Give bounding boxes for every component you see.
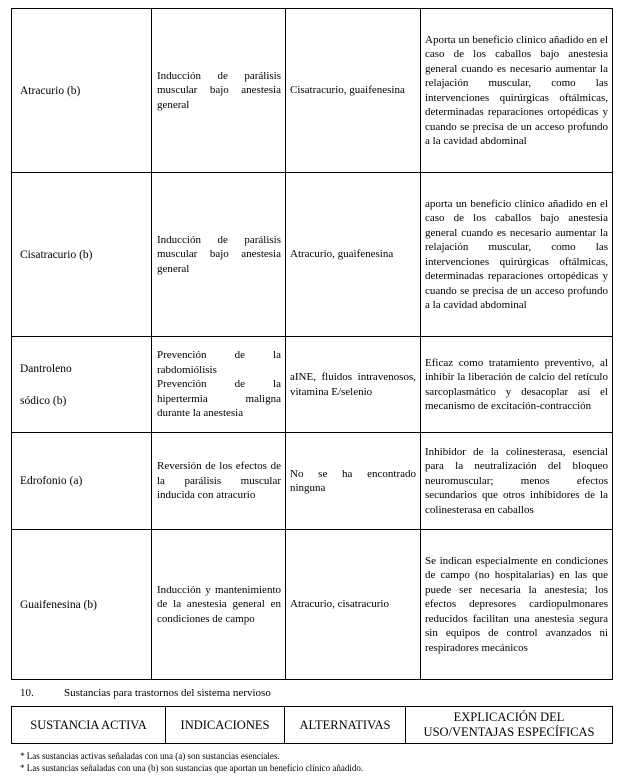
footnote: * Las sustancias señaladas con una (b) son sustancias que aportan un beneficio clínico añadido. <box>20 763 364 773</box>
explanation-cell: Aporta un beneficio clínico añadido en el caso de los caballos bajo anestesia general cuando es necesario aumentar la relajación muscular, como las intervenciones quirúrgicas oftálmicas, determinadas reparaciones ortopédicas y cuando se precisa de un acceso profundo a la cavidad abdominal <box>421 9 613 173</box>
alternatives-cell: aINE, fluidos intravenosos, vitamina E/selenio <box>286 337 421 433</box>
section-title: Sustancias para trastornos del sistema nervioso <box>64 687 271 699</box>
indications-cell: Inducción de parálisis muscular bajo anestesia general <box>152 9 286 173</box>
substance-cell: Cisatracurio (b) <box>12 173 152 337</box>
alternatives-cell: Atracurio, guaifenesina <box>286 173 421 337</box>
footnote: * Las sustancias activas señaladas con una (a) son sustancias esenciales. <box>20 751 280 761</box>
table-row <box>12 530 613 680</box>
substance-cell: Atracurio (b) <box>12 9 152 173</box>
header-indications: INDICACIONES <box>166 707 285 744</box>
explanation-cell: aporta un beneficio clínico añadido en el caso de los caballos bajo anestesia general cuando es necesario aumentar la relajación muscular, como las intervenciones quirúrgicas oftálmicas, determinadas reparaciones ortopédicas y cuando se precisa de un acceso profundo a la cavidad abdominal <box>421 173 613 337</box>
table-row <box>12 9 613 173</box>
substance-cell: Guaifenesina (b) <box>12 530 152 680</box>
alternatives-cell: Atracurio, cisatracurio <box>286 530 421 680</box>
indications-cell: Inducción y mantenimiento de la anestesia general en condiciones de campo <box>152 530 286 680</box>
substance-cell: Dantroleno sódico (b) <box>12 337 152 433</box>
header-explanation: EXPLICACIÓN DEL USO/VENTAJAS ESPECÍFICAS <box>406 707 613 744</box>
substance-cell: Edrofonio (a) <box>12 433 152 530</box>
section-heading <box>20 686 271 700</box>
header-alternatives: ALTERNATIVAS <box>285 707 406 744</box>
substances-table <box>11 8 613 680</box>
explanation-cell: Inhibidor de la colinesterasa, esencial para la neutralización del bloqueo neuromuscular; menos efectos secundarios que otros inhibidores de la colinesterasa en caballos <box>421 433 613 530</box>
footnotes <box>20 750 610 774</box>
alternatives-cell: No se ha encontrado ninguna <box>286 433 421 530</box>
table-row <box>12 337 613 433</box>
table-row <box>12 433 613 530</box>
indications-cell: Inducción de parálisis muscular bajo anestesia general <box>152 173 286 337</box>
section-number: 10. <box>20 687 34 699</box>
indications-cell: Reversión de los efectos de la parálisis muscular inducida con atracurio <box>152 433 286 530</box>
header-substance: SUSTANCIA ACTIVA <box>12 707 166 744</box>
header-row <box>12 707 613 744</box>
table-row <box>12 173 613 337</box>
alternatives-cell: Cisatracurio, guaifenesina <box>286 9 421 173</box>
explanation-cell: Eficaz como tratamiento preventivo, al inhibir la liberación de calcio del retículo sarcoplasmático y desacoplar así el mecanismo de excitación-contracción <box>421 337 613 433</box>
column-header-table <box>11 706 613 744</box>
explanation-cell: Se indican especialmente en condiciones de campo (no hospitalarias) en las que puede ser necesaria la anestesia; los efectos depresores cardiopulmonares reducidos facilitan una anestesia segura sin equipos de control avanzados ni respiradores mecánicos <box>421 530 613 680</box>
indications-cell: Prevención de la rabdomiólisis Prevención de la hipertermia maligna durante la anestesia <box>152 337 286 433</box>
